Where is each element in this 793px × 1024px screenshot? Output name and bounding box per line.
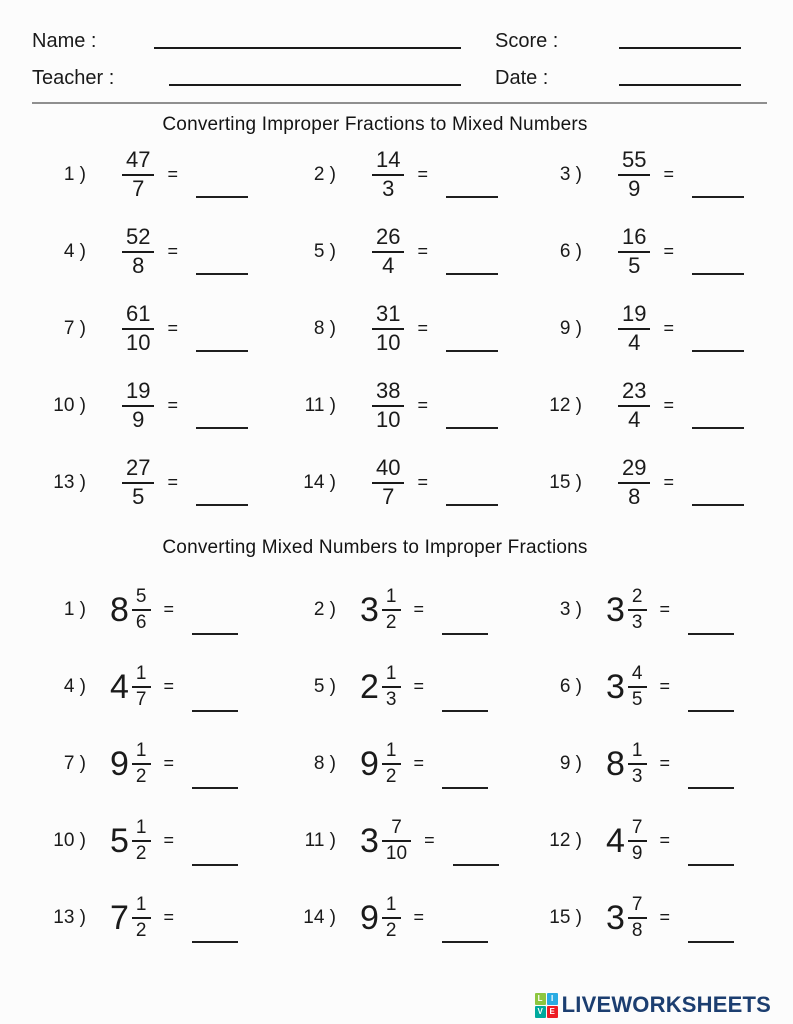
equals-sign: =: [413, 753, 425, 773]
fraction-denominator: 3: [382, 175, 395, 201]
equals-sign: =: [413, 907, 425, 927]
answer-blank[interactable]: [688, 710, 734, 712]
fraction-bar: [132, 686, 151, 688]
fraction-denominator: 4: [628, 406, 641, 432]
answer-blank[interactable]: [692, 196, 744, 198]
fraction-denominator: 2: [135, 919, 147, 941]
whole-number: 9: [360, 898, 379, 937]
problem-number: 1 ): [63, 163, 86, 185]
fraction: [132, 664, 151, 709]
fraction-numerator: 27: [126, 455, 151, 481]
fraction-bar: [132, 917, 151, 919]
problem: [28, 818, 278, 863]
whole-number: 9: [110, 744, 129, 783]
problem: [278, 457, 524, 508]
answer-blank[interactable]: [196, 273, 248, 275]
equals-sign: =: [417, 472, 428, 492]
problem-number: 7 ): [63, 752, 86, 774]
equals-sign: =: [417, 241, 428, 261]
equals-sign: =: [659, 830, 671, 850]
problem: [524, 587, 774, 632]
fraction-numerator: 47: [126, 147, 151, 173]
fraction-numerator: 52: [126, 224, 151, 250]
whole-number: 3: [606, 590, 625, 629]
fraction-bar: [382, 840, 411, 842]
problem-number: 6 ): [559, 675, 582, 697]
fraction: [382, 587, 401, 632]
equals-sign: =: [167, 318, 178, 338]
fraction: [618, 149, 650, 200]
equals-sign: =: [663, 318, 674, 338]
fraction: [372, 457, 404, 508]
fraction: [618, 226, 650, 277]
fraction-denominator: 5: [132, 483, 145, 509]
problem: [28, 587, 278, 632]
fraction: [132, 895, 151, 940]
date-fill-line[interactable]: [619, 84, 741, 86]
header-divider: [32, 102, 767, 104]
equals-sign: =: [663, 241, 674, 261]
answer-blank[interactable]: [692, 350, 744, 352]
answer-blank[interactable]: [196, 427, 248, 429]
problem: [278, 149, 524, 200]
answer-blank[interactable]: [446, 427, 498, 429]
fraction: [372, 380, 404, 431]
problem-number: 8 ): [313, 752, 336, 774]
problem-number: 2 ): [313, 598, 336, 620]
equals-sign: =: [163, 676, 175, 696]
section-title-improper-to-mixed: Converting Improper Fractions to Mixed Numbers: [162, 114, 588, 135]
problem: [28, 226, 278, 277]
fraction-numerator: 7: [391, 817, 402, 839]
fraction-numerator: 29: [622, 455, 647, 481]
fraction: [372, 149, 404, 200]
score-label: Score :: [495, 30, 559, 52]
fraction: [122, 303, 154, 354]
problem-number: 11 ): [304, 394, 336, 416]
fraction-denominator: 10: [376, 406, 401, 432]
fraction-denominator: 4: [628, 329, 641, 355]
answer-blank[interactable]: [446, 273, 498, 275]
problem: [524, 380, 774, 431]
fraction-denominator: 9: [631, 842, 643, 864]
whole-number: 8: [110, 590, 129, 629]
fraction-numerator: 23: [622, 378, 647, 404]
fraction: [618, 457, 650, 508]
problem-number: 13 ): [53, 906, 86, 928]
fraction-numerator: 14: [376, 147, 401, 173]
answer-blank[interactable]: [192, 864, 238, 866]
fraction-bar: [382, 917, 401, 919]
fraction: [132, 818, 151, 863]
fraction-numerator: 1: [385, 894, 397, 916]
fraction-numerator: 1: [135, 894, 147, 916]
section-title-mixed-to-improper: Converting Mixed Numbers to Improper Fractions: [162, 537, 588, 558]
whole-number: 2: [360, 667, 379, 706]
fraction-numerator: 7: [631, 894, 643, 916]
fraction-denominator: 5: [631, 688, 643, 710]
answer-blank[interactable]: [192, 787, 238, 789]
answer-blank[interactable]: [442, 633, 488, 635]
equals-sign: =: [163, 599, 175, 619]
answer-blank[interactable]: [442, 941, 488, 943]
name-label: Name :: [32, 30, 97, 52]
fraction-denominator: 10: [376, 329, 401, 355]
fraction: [382, 664, 401, 709]
equals-sign: =: [167, 241, 178, 261]
answer-blank[interactable]: [196, 350, 248, 352]
fraction-numerator: 38: [376, 378, 401, 404]
fraction-denominator: 6: [135, 611, 147, 633]
equals-sign: =: [659, 907, 671, 927]
equals-sign: =: [417, 395, 428, 415]
problem: [278, 587, 524, 632]
fraction-numerator: 2: [631, 586, 643, 608]
fraction-bar: [628, 763, 647, 765]
equals-sign: =: [167, 395, 178, 415]
problem: [524, 895, 774, 940]
fraction-denominator: 3: [631, 765, 643, 787]
fraction-numerator: 26: [376, 224, 401, 250]
fraction-numerator: 1: [135, 740, 147, 762]
fraction-numerator: 1: [631, 740, 643, 762]
problem-number: 2 ): [313, 163, 336, 185]
equals-sign: =: [663, 395, 674, 415]
score-fill-line[interactable]: [619, 47, 741, 49]
logo-tile-l: L: [535, 993, 546, 1005]
answer-blank[interactable]: [692, 273, 744, 275]
fraction: [122, 457, 154, 508]
fraction-bar: [382, 686, 401, 688]
name-fill-line[interactable]: [154, 47, 461, 49]
problem-number: 10 ): [53, 829, 86, 851]
equals-sign: =: [163, 830, 175, 850]
fraction-numerator: 4: [631, 663, 643, 685]
fraction: [618, 380, 650, 431]
fraction-denominator: 9: [628, 175, 641, 201]
fraction: [628, 895, 647, 940]
fraction-denominator: 8: [631, 919, 643, 941]
equals-sign: =: [413, 676, 425, 696]
fraction: [372, 303, 404, 354]
fraction-denominator: 7: [132, 175, 145, 201]
fraction-numerator: 55: [622, 147, 647, 173]
fraction-denominator: 5: [628, 252, 641, 278]
fraction: [618, 303, 650, 354]
fraction: [122, 226, 154, 277]
fraction-numerator: 7: [631, 817, 643, 839]
equals-sign: =: [659, 676, 671, 696]
problem: [28, 741, 278, 786]
fraction-denominator: 10: [126, 329, 151, 355]
fraction-denominator: 3: [385, 688, 397, 710]
answer-blank[interactable]: [692, 504, 744, 506]
problem-number: 14 ): [303, 906, 336, 928]
fraction-bar: [628, 686, 647, 688]
equals-sign: =: [417, 164, 428, 184]
fraction-bar: [628, 840, 647, 842]
whole-number: 3: [360, 590, 379, 629]
fraction-numerator: 31: [376, 301, 401, 327]
problem: [28, 380, 278, 431]
header-row-2: [32, 53, 767, 90]
problem-number: 15 ): [549, 906, 582, 928]
fraction-denominator: 3: [631, 611, 643, 633]
problem: [278, 226, 524, 277]
whole-number: 3: [606, 667, 625, 706]
fraction-denominator: 2: [135, 765, 147, 787]
fraction-bar: [132, 763, 151, 765]
answer-blank[interactable]: [453, 864, 499, 866]
problem-number: 3 ): [559, 598, 582, 620]
problem: [28, 149, 278, 200]
problem-number: 10 ): [53, 394, 86, 416]
whole-number: 4: [606, 821, 625, 860]
equals-sign: =: [659, 753, 671, 773]
fraction: [628, 587, 647, 632]
fraction-denominator: 2: [135, 842, 147, 864]
fraction-bar: [132, 609, 151, 611]
problem-number: 8 ): [313, 317, 336, 339]
header: [0, 0, 793, 104]
fraction-numerator: 19: [126, 378, 151, 404]
fraction-denominator: 8: [132, 252, 145, 278]
answer-blank[interactable]: [688, 787, 734, 789]
problem-number: 7 ): [63, 317, 86, 339]
equals-sign: =: [413, 599, 425, 619]
answer-blank[interactable]: [446, 196, 498, 198]
fraction-numerator: 1: [385, 663, 397, 685]
fraction-denominator: 2: [385, 611, 397, 633]
problem: [278, 303, 524, 354]
whole-number: 7: [110, 898, 129, 937]
problem-number: 1 ): [63, 598, 86, 620]
fraction: [628, 818, 647, 863]
teacher-fill-line[interactable]: [169, 84, 461, 86]
problem-number: 9 ): [559, 752, 582, 774]
fraction-numerator: 61: [126, 301, 151, 327]
answer-blank[interactable]: [196, 504, 248, 506]
fraction-numerator: 1: [385, 586, 397, 608]
fraction-bar: [628, 917, 647, 919]
problem-number: 13 ): [53, 471, 86, 493]
problem-number: 5 ): [313, 240, 336, 262]
fraction-numerator: 40: [376, 455, 401, 481]
fraction-numerator: 1: [135, 663, 147, 685]
problem-number: 11 ): [304, 829, 336, 851]
equals-sign: =: [424, 830, 435, 850]
fraction: [132, 587, 151, 632]
header-row-1: [32, 16, 767, 53]
problem: [524, 741, 774, 786]
fraction-denominator: 2: [385, 919, 397, 941]
problem: [278, 664, 524, 709]
problem: [278, 818, 524, 863]
problem-number: 12 ): [549, 829, 582, 851]
answer-blank[interactable]: [688, 941, 734, 943]
fraction-numerator: 19: [622, 301, 647, 327]
fraction: [628, 741, 647, 786]
answer-blank[interactable]: [442, 710, 488, 712]
fraction-denominator: 7: [135, 688, 147, 710]
fraction-denominator: 10: [385, 842, 408, 864]
fraction-denominator: 4: [382, 252, 395, 278]
logo-tile-v: V: [535, 1006, 546, 1018]
fraction: [382, 818, 411, 863]
problems-grid-mixed: [0, 571, 793, 956]
problem: [524, 149, 774, 200]
problem: [278, 741, 524, 786]
whole-number: 3: [606, 898, 625, 937]
problem: [524, 303, 774, 354]
answer-blank[interactable]: [688, 864, 734, 866]
problem-number: 5 ): [313, 675, 336, 697]
equals-sign: =: [163, 907, 175, 927]
answer-blank[interactable]: [192, 941, 238, 943]
problem: [28, 457, 278, 508]
answer-blank[interactable]: [442, 787, 488, 789]
fraction: [382, 895, 401, 940]
problem: [28, 303, 278, 354]
equals-sign: =: [417, 318, 428, 338]
whole-number: 4: [110, 667, 129, 706]
whole-number: 8: [606, 744, 625, 783]
answer-blank[interactable]: [196, 196, 248, 198]
problem: [524, 457, 774, 508]
fraction-bar: [382, 609, 401, 611]
logo-tile-i: I: [547, 993, 558, 1005]
problem-number: 12 ): [549, 394, 582, 416]
fraction: [122, 380, 154, 431]
problems-grid-improper: [0, 136, 793, 521]
liveworksheets-icon: [535, 993, 558, 1018]
equals-sign: =: [167, 164, 178, 184]
equals-sign: =: [659, 599, 671, 619]
fraction-denominator: 9: [132, 406, 145, 432]
problem-number: 4 ): [63, 240, 86, 262]
whole-number: 9: [360, 744, 379, 783]
fraction: [382, 741, 401, 786]
fraction: [628, 664, 647, 709]
problem: [278, 380, 524, 431]
liveworksheets-logo[interactable]: [535, 992, 771, 1018]
fraction-numerator: 1: [135, 817, 147, 839]
fraction: [132, 741, 151, 786]
fraction-denominator: 7: [382, 483, 395, 509]
problem-number: 4 ): [63, 675, 86, 697]
problem-number: 3 ): [559, 163, 582, 185]
fraction: [122, 149, 154, 200]
problem: [524, 664, 774, 709]
problem-number: 14 ): [303, 471, 336, 493]
fraction-bar: [382, 763, 401, 765]
logo-tile-e: E: [547, 1006, 558, 1018]
fraction-bar: [628, 609, 647, 611]
problem: [28, 664, 278, 709]
fraction-numerator: 1: [385, 740, 397, 762]
answer-blank[interactable]: [692, 427, 744, 429]
liveworksheets-logo-text: LIVEWORKSHEETS: [561, 992, 771, 1017]
answer-blank[interactable]: [192, 710, 238, 712]
problem-number: 15 ): [549, 471, 582, 493]
answer-blank[interactable]: [446, 504, 498, 506]
problem: [524, 818, 774, 863]
problem-number: 9 ): [559, 317, 582, 339]
equals-sign: =: [663, 164, 674, 184]
fraction-denominator: 8: [628, 483, 641, 509]
answer-blank[interactable]: [192, 633, 238, 635]
problem: [278, 895, 524, 940]
problem: [524, 226, 774, 277]
fraction-numerator: 5: [135, 586, 147, 608]
equals-sign: =: [163, 753, 175, 773]
problem: [28, 895, 278, 940]
fraction-bar: [132, 840, 151, 842]
whole-number: 3: [360, 821, 379, 860]
equals-sign: =: [167, 472, 178, 492]
answer-blank[interactable]: [446, 350, 498, 352]
date-label: Date :: [495, 67, 549, 89]
whole-number: 5: [110, 821, 129, 860]
fraction-numerator: 16: [622, 224, 647, 250]
equals-sign: =: [663, 472, 674, 492]
teacher-label: Teacher :: [32, 67, 115, 89]
fraction: [372, 226, 404, 277]
problem-number: 6 ): [559, 240, 582, 262]
answer-blank[interactable]: [688, 633, 734, 635]
fraction-denominator: 2: [385, 765, 397, 787]
